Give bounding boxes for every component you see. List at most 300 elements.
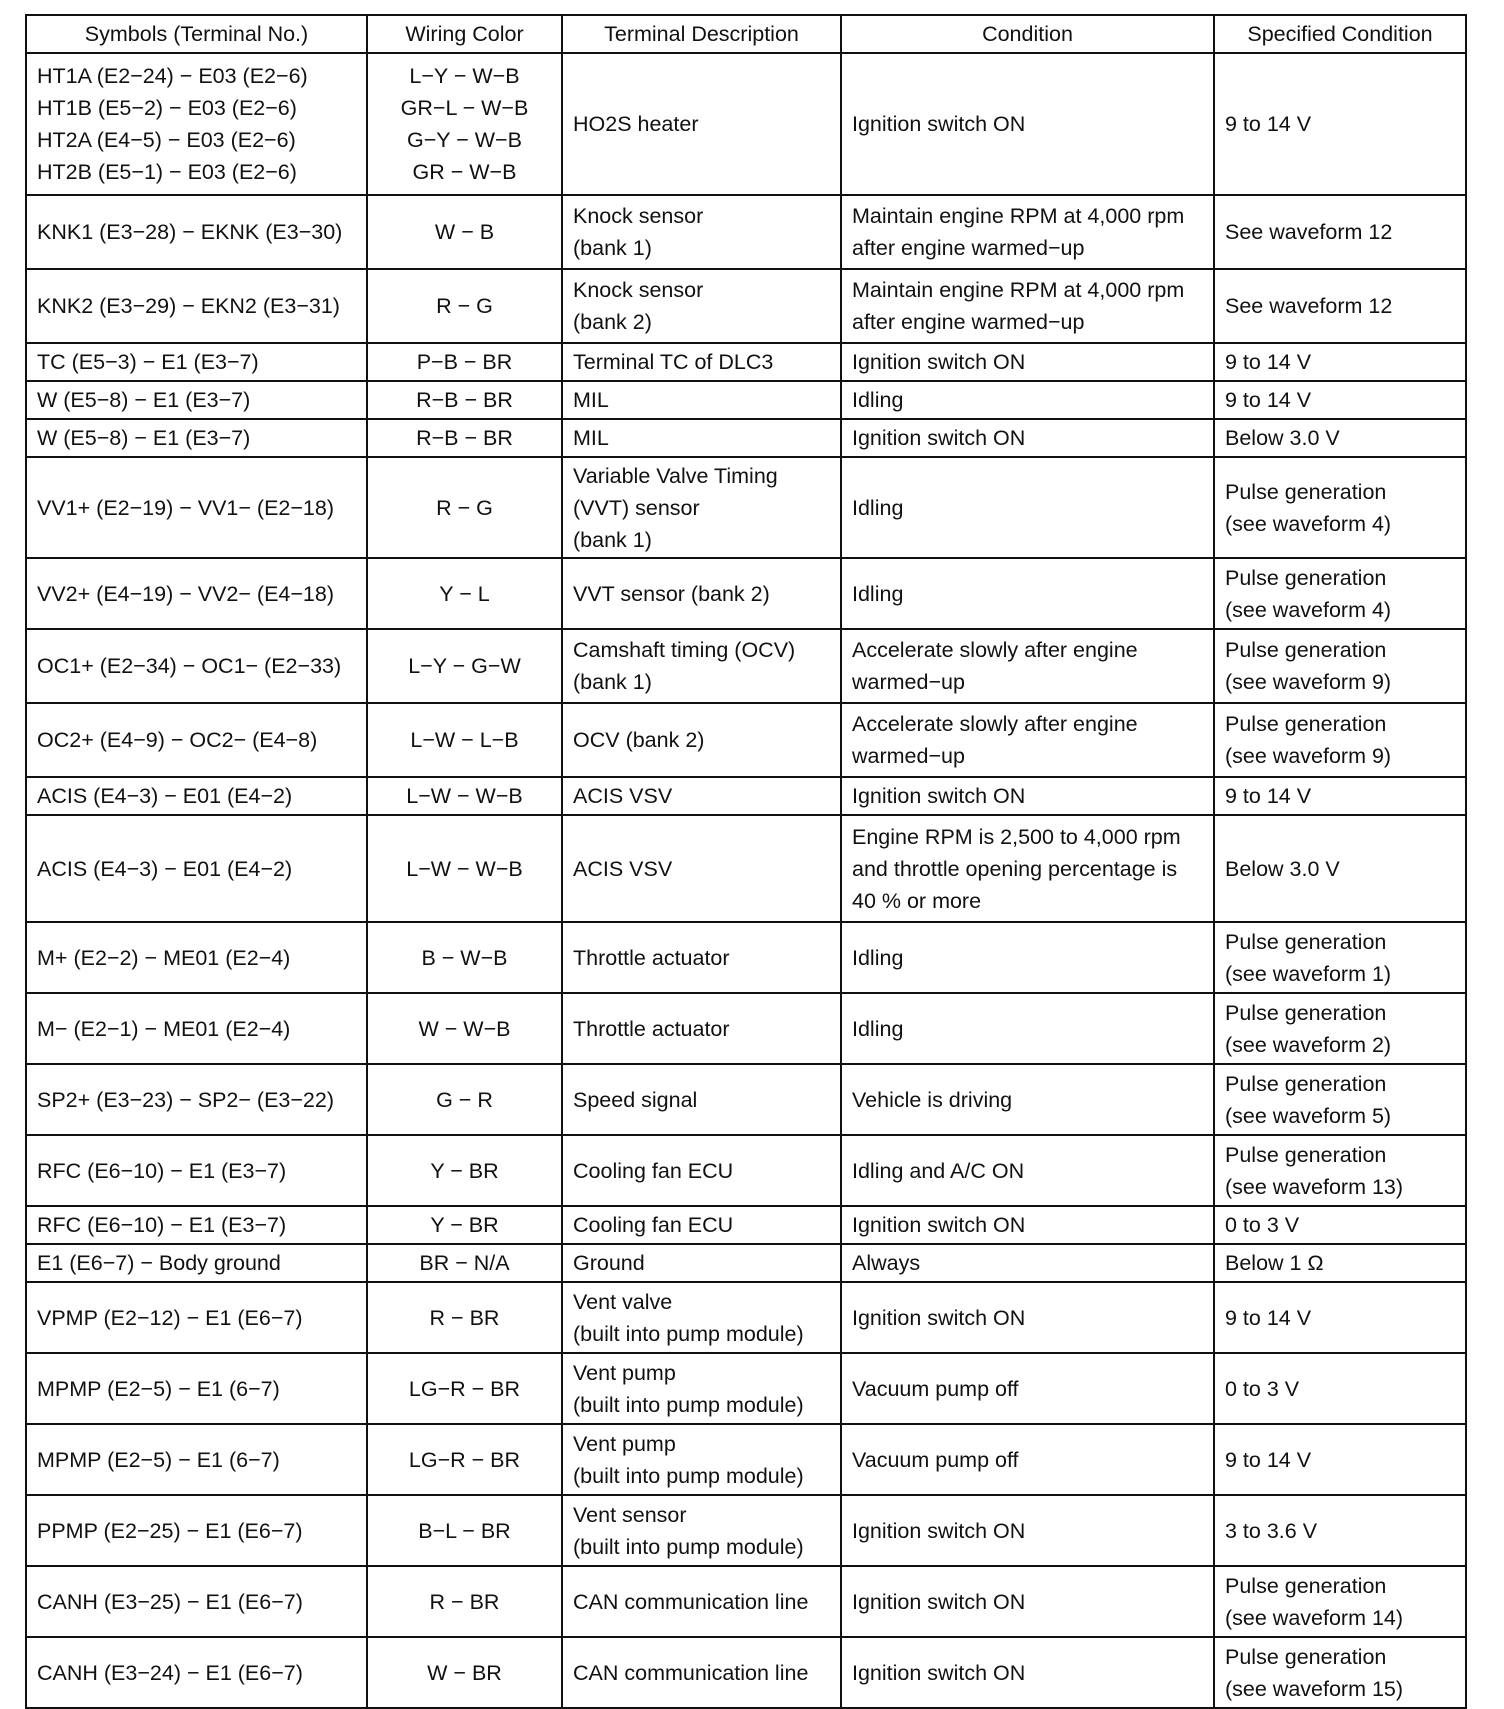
specified-condition-line: 9 to 14 V <box>1225 784 1312 808</box>
wiring-color-line: G − R <box>436 1087 493 1112</box>
condition-cell <box>841 195 1214 269</box>
wiring-color-line: R − BR <box>429 1589 500 1614</box>
symbols-cell <box>26 777 367 815</box>
table-row <box>26 1353 1466 1424</box>
symbols-cell <box>26 1566 367 1637</box>
symbols-cell <box>26 1424 367 1495</box>
table-row <box>26 53 1466 195</box>
symbols-line: CANH (E3−25) − E1 (E6−7) <box>37 1589 303 1614</box>
symbols-line: HT2B (E5−1) − E03 (E2−6) <box>37 160 297 184</box>
terminal-description-cell <box>562 1637 841 1708</box>
terminal-description-line: MIL <box>573 388 609 412</box>
condition-line: Vacuum pump off <box>852 1447 1019 1472</box>
terminal-description-line: Variable Valve Timing <box>573 463 778 488</box>
condition-line: Idling <box>852 581 904 606</box>
terminal-description-line: Knock sensor <box>573 278 704 302</box>
condition-cell <box>841 457 1214 558</box>
specified-condition-cell <box>1214 1495 1466 1566</box>
symbols-line: M− (E2−1) − ME01 (E2−4) <box>37 1016 291 1041</box>
specified-condition-line: 0 to 3 V <box>1225 1213 1300 1237</box>
terminal-description-line: VVT sensor (bank 2) <box>573 581 770 606</box>
condition-cell <box>841 1424 1214 1495</box>
terminal-description-cell <box>562 1566 841 1637</box>
symbols-line: VV1+ (E2−19) − VV1− (E2−18) <box>37 495 335 520</box>
specified-condition-cell <box>1214 343 1466 381</box>
terminal-description-line: (bank 2) <box>573 310 652 334</box>
terminal-description-cell <box>562 1424 841 1495</box>
wiring-color-cell <box>367 419 562 457</box>
terminal-description-cell <box>562 195 841 269</box>
condition-line: and throttle opening percentage is <box>852 856 1178 881</box>
specified-condition-line: Pulse generation <box>1225 712 1387 736</box>
condition-cell <box>841 1353 1214 1424</box>
condition-line: Ignition switch ON <box>852 112 1026 136</box>
table-row <box>26 703 1466 777</box>
wiring-color-cell <box>367 777 562 815</box>
terminal-description-cell <box>562 1244 841 1282</box>
symbols-line: RFC (E6−10) − E1 (E3−7) <box>37 1158 287 1183</box>
wiring-color-cell <box>367 815 562 922</box>
wiring-color-line: L−Y − W−B <box>409 64 520 88</box>
wiring-color-line: L−W − L−B <box>410 728 519 752</box>
specified-condition-line: Pulse generation <box>1225 1071 1387 1096</box>
symbols-line: ACIS (E4−3) − E01 (E4−2) <box>37 856 293 881</box>
specified-condition-cell <box>1214 1353 1466 1424</box>
column-header-symbols: Symbols (Terminal No.) <box>26 15 367 53</box>
condition-cell <box>841 419 1214 457</box>
symbols-line: E1 (E6−7) − Body ground <box>37 1251 281 1275</box>
wiring-color-line: R−B − BR <box>416 388 513 412</box>
specified-condition-cell <box>1214 1064 1466 1135</box>
terminal-description-line: (VVT) sensor <box>573 495 700 520</box>
wiring-color-line: L−W − W−B <box>406 856 523 881</box>
condition-cell <box>841 558 1214 629</box>
wiring-color-cell <box>367 1282 562 1353</box>
condition-cell <box>841 777 1214 815</box>
symbols-cell <box>26 1637 367 1708</box>
symbols-cell <box>26 1064 367 1135</box>
specified-condition-line: Pulse generation <box>1225 479 1387 504</box>
specified-condition-line: Below 3.0 V <box>1225 426 1340 450</box>
wiring-color-cell <box>367 457 562 558</box>
condition-cell <box>841 343 1214 381</box>
column-header-condition: Condition <box>841 15 1214 53</box>
condition-line: Ignition switch ON <box>852 784 1026 808</box>
symbols-cell <box>26 703 367 777</box>
table-body <box>26 53 1466 1708</box>
symbols-line: KNK2 (E3−29) − EKN2 (E3−31) <box>37 294 340 318</box>
symbols-cell <box>26 53 367 195</box>
condition-cell <box>841 1495 1214 1566</box>
wiring-color-line: R−B − BR <box>416 426 513 450</box>
table-row <box>26 269 1466 343</box>
terminal-description-line: Vent sensor <box>573 1502 687 1527</box>
table-row <box>26 815 1466 922</box>
wiring-color-cell <box>367 1495 562 1566</box>
symbols-line: VV2+ (E4−19) − VV2− (E4−18) <box>37 581 335 606</box>
terminal-description-cell <box>562 1353 841 1424</box>
terminal-description-cell <box>562 343 841 381</box>
wiring-color-cell <box>367 703 562 777</box>
specified-condition-line: 9 to 14 V <box>1225 350 1312 374</box>
symbols-cell <box>26 993 367 1064</box>
wiring-color-line: W − W−B <box>418 1016 511 1041</box>
specified-condition-cell <box>1214 1135 1466 1206</box>
wiring-color-cell <box>367 343 562 381</box>
condition-line: Idling <box>852 945 904 970</box>
symbols-cell <box>26 1135 367 1206</box>
specified-condition-line: 9 to 14 V <box>1225 1447 1312 1472</box>
wiring-color-cell <box>367 558 562 629</box>
wiring-color-line: LG−R − BR <box>408 1447 521 1472</box>
table-row <box>26 1244 1466 1282</box>
symbols-line: W (E5−8) − E1 (E3−7) <box>37 388 251 412</box>
wiring-color-cell <box>367 922 562 993</box>
specified-condition-cell <box>1214 457 1466 558</box>
specified-condition-line: See waveform 12 <box>1225 220 1393 244</box>
wiring-color-line: R − BR <box>429 1305 500 1330</box>
symbols-line: HT2A (E4−5) − E03 (E2−6) <box>37 128 296 152</box>
condition-line: Idling <box>852 388 904 412</box>
terminal-inspection-table <box>25 14 1467 1709</box>
wiring-color-line: GR − W−B <box>412 160 517 184</box>
terminal-description-cell <box>562 53 841 195</box>
specified-condition-line: (see waveform 1) <box>1225 961 1392 986</box>
wiring-color-cell <box>367 195 562 269</box>
specified-condition-line: Pulse generation <box>1225 565 1387 590</box>
terminal-description-line: Throttle actuator <box>573 945 730 970</box>
terminal-description-cell <box>562 1064 841 1135</box>
terminal-description-line: (bank 1) <box>573 236 652 260</box>
terminal-description-cell <box>562 629 841 703</box>
condition-line: Ignition switch ON <box>852 1213 1026 1237</box>
specified-condition-cell <box>1214 53 1466 195</box>
condition-cell <box>841 1566 1214 1637</box>
specified-condition-cell <box>1214 1566 1466 1637</box>
terminal-description-line: Terminal TC of DLC3 <box>573 350 774 374</box>
condition-line: Vehicle is driving <box>852 1087 1013 1112</box>
table-row <box>26 419 1466 457</box>
specified-condition-line: Pulse generation <box>1225 1142 1387 1167</box>
table-row <box>26 1064 1466 1135</box>
specified-condition-cell <box>1214 922 1466 993</box>
condition-line: Always <box>852 1251 921 1275</box>
specified-condition-line: 9 to 14 V <box>1225 1305 1312 1330</box>
symbols-cell <box>26 269 367 343</box>
condition-cell <box>841 993 1214 1064</box>
symbols-line: TC (E5−3) − E1 (E3−7) <box>37 350 259 374</box>
symbols-cell <box>26 343 367 381</box>
wiring-color-cell <box>367 269 562 343</box>
symbols-cell <box>26 457 367 558</box>
symbols-line: ACIS (E4−3) − E01 (E4−2) <box>37 784 293 808</box>
terminal-description-line: Throttle actuator <box>573 1016 730 1041</box>
terminal-description-line: OCV (bank 2) <box>573 728 705 752</box>
condition-line: after engine warmed−up <box>852 310 1085 334</box>
terminal-description-line: (bank 1) <box>573 670 652 694</box>
terminal-description-line: Ground <box>573 1251 645 1275</box>
wiring-color-cell <box>367 1244 562 1282</box>
terminal-description-line: (built into pump module) <box>573 1321 804 1346</box>
terminal-description-cell <box>562 457 841 558</box>
condition-line: warmed−up <box>852 670 965 694</box>
terminal-description-line: Camshaft timing (OCV) <box>573 638 796 662</box>
specified-condition-cell <box>1214 1244 1466 1282</box>
specified-condition-line: See waveform 12 <box>1225 294 1393 318</box>
condition-line: Ignition switch ON <box>852 1589 1026 1614</box>
wiring-color-line: GR−L − W−B <box>400 96 529 120</box>
terminal-description-cell <box>562 1206 841 1244</box>
condition-line: Idling <box>852 1016 904 1041</box>
condition-line: Idling <box>852 495 904 520</box>
wiring-color-cell <box>367 1566 562 1637</box>
symbols-cell <box>26 381 367 419</box>
column-header-terminal-description: Terminal Description <box>562 15 841 53</box>
symbols-line: VPMP (E2−12) − E1 (E6−7) <box>37 1305 303 1330</box>
specified-condition-line: 0 to 3 V <box>1225 1376 1300 1401</box>
condition-cell <box>841 922 1214 993</box>
symbols-line: MPMP (E2−5) − E1 (6−7) <box>37 1376 280 1401</box>
wiring-color-cell <box>367 629 562 703</box>
wiring-color-line: B−L − BR <box>418 1518 511 1543</box>
terminal-description-cell <box>562 922 841 993</box>
specified-condition-cell <box>1214 269 1466 343</box>
wiring-color-line: L−Y − G−W <box>408 654 521 678</box>
symbols-line: SP2+ (E3−23) − SP2− (E3−22) <box>37 1087 335 1112</box>
symbols-cell <box>26 815 367 922</box>
specified-condition-cell <box>1214 1637 1466 1708</box>
condition-line: Idling and A/C ON <box>852 1158 1025 1183</box>
symbols-cell <box>26 1244 367 1282</box>
wiring-color-line: P−B − BR <box>416 350 513 374</box>
symbols-line: HT1A (E2−24) − E03 (E2−6) <box>37 64 308 88</box>
terminal-description-line: (built into pump module) <box>573 1392 804 1417</box>
table-row <box>26 343 1466 381</box>
table-row <box>26 1135 1466 1206</box>
specified-condition-line: (see waveform 5) <box>1225 1103 1392 1128</box>
symbols-line: HT1B (E5−2) − E03 (E2−6) <box>37 96 297 120</box>
terminal-description-cell <box>562 269 841 343</box>
terminal-description-line: Vent valve <box>573 1289 673 1314</box>
specified-condition-cell <box>1214 558 1466 629</box>
symbols-line: RFC (E6−10) − E1 (E3−7) <box>37 1213 287 1237</box>
symbols-cell <box>26 1495 367 1566</box>
condition-cell <box>841 1637 1214 1708</box>
terminal-description-line: Cooling fan ECU <box>573 1213 734 1237</box>
wiring-color-cell <box>367 53 562 195</box>
condition-cell <box>841 1064 1214 1135</box>
table-row <box>26 195 1466 269</box>
table-row <box>26 457 1466 558</box>
condition-line: Maintain engine RPM at 4,000 rpm <box>852 204 1185 228</box>
specified-condition-cell <box>1214 815 1466 922</box>
symbols-cell <box>26 1206 367 1244</box>
wiring-color-cell <box>367 381 562 419</box>
wiring-color-cell <box>367 1637 562 1708</box>
specified-condition-line: Pulse generation <box>1225 638 1387 662</box>
terminal-description-cell <box>562 703 841 777</box>
specified-condition-line: Pulse generation <box>1225 1644 1387 1669</box>
table-row <box>26 1206 1466 1244</box>
condition-line: warmed−up <box>852 744 965 768</box>
terminal-description-cell <box>562 558 841 629</box>
wiring-color-line: W − BR <box>427 1660 502 1685</box>
specified-condition-line: Pulse generation <box>1225 1573 1387 1598</box>
condition-line: Ignition switch ON <box>852 350 1026 374</box>
wiring-color-line: L−W − W−B <box>406 784 523 808</box>
symbols-cell <box>26 922 367 993</box>
condition-line: Vacuum pump off <box>852 1376 1019 1401</box>
table-row <box>26 922 1466 993</box>
wiring-color-cell <box>367 993 562 1064</box>
specified-condition-cell <box>1214 777 1466 815</box>
wiring-color-line: B − W−B <box>421 945 508 970</box>
specified-condition-line: (see waveform 2) <box>1225 1032 1392 1057</box>
specified-condition-line: (see waveform 14) <box>1225 1605 1404 1630</box>
terminal-description-line: ACIS VSV <box>573 784 673 808</box>
table-row <box>26 1282 1466 1353</box>
table-row <box>26 1637 1466 1708</box>
terminal-description-line: ACIS VSV <box>573 856 673 881</box>
terminal-description-line: (bank 1) <box>573 527 652 552</box>
symbols-cell <box>26 1282 367 1353</box>
terminal-description-line: Vent pump <box>573 1431 676 1456</box>
condition-cell <box>841 629 1214 703</box>
symbols-line: OC1+ (E2−34) − OC1− (E2−33) <box>37 654 342 678</box>
condition-cell <box>841 1206 1214 1244</box>
wiring-color-cell <box>367 1206 562 1244</box>
table-row <box>26 1566 1466 1637</box>
specified-condition-cell <box>1214 629 1466 703</box>
symbols-line: MPMP (E2−5) − E1 (6−7) <box>37 1447 280 1472</box>
table-row <box>26 629 1466 703</box>
terminal-description-cell <box>562 815 841 922</box>
condition-line: Ignition switch ON <box>852 1305 1026 1330</box>
specified-condition-line: (see waveform 4) <box>1225 597 1392 622</box>
table-row <box>26 1424 1466 1495</box>
specified-condition-cell <box>1214 1424 1466 1495</box>
condition-cell <box>841 815 1214 922</box>
condition-cell <box>841 381 1214 419</box>
terminal-description-cell <box>562 777 841 815</box>
condition-line: Ignition switch ON <box>852 1660 1026 1685</box>
condition-line: Ignition switch ON <box>852 426 1026 450</box>
terminal-description-line: (built into pump module) <box>573 1534 804 1559</box>
specified-condition-line: (see waveform 15) <box>1225 1676 1404 1701</box>
condition-cell <box>841 1135 1214 1206</box>
specified-condition-cell <box>1214 381 1466 419</box>
wiring-color-cell <box>367 1064 562 1135</box>
specified-condition-cell <box>1214 1206 1466 1244</box>
terminal-description-line: Knock sensor <box>573 204 704 228</box>
specified-condition-line: (see waveform 9) <box>1225 670 1392 694</box>
condition-line: after engine warmed−up <box>852 236 1085 260</box>
specified-condition-line: Below 3.0 V <box>1225 856 1340 881</box>
wiring-color-cell <box>367 1135 562 1206</box>
wiring-color-line: W − B <box>434 220 495 244</box>
terminal-description-cell <box>562 1495 841 1566</box>
specified-condition-cell <box>1214 1282 1466 1353</box>
terminal-description-cell <box>562 419 841 457</box>
specified-condition-cell <box>1214 993 1466 1064</box>
condition-cell <box>841 269 1214 343</box>
condition-line: Maintain engine RPM at 4,000 rpm <box>852 278 1185 302</box>
condition-cell <box>841 703 1214 777</box>
wiring-color-line: Y − BR <box>430 1213 499 1237</box>
terminal-description-line: CAN communication line <box>573 1660 809 1685</box>
wiring-color-line: G−Y − W−B <box>407 128 522 152</box>
wiring-color-line: R − G <box>436 495 493 520</box>
symbols-line: W (E5−8) − E1 (E3−7) <box>37 426 251 450</box>
symbols-cell <box>26 1353 367 1424</box>
specified-condition-line: 9 to 14 V <box>1225 388 1312 412</box>
specified-condition-cell <box>1214 195 1466 269</box>
terminal-description-cell <box>562 1135 841 1206</box>
condition-cell <box>841 1282 1214 1353</box>
terminal-description-cell <box>562 1282 841 1353</box>
symbols-line: M+ (E2−2) − ME01 (E2−4) <box>37 945 291 970</box>
table-header <box>26 15 1466 53</box>
terminal-description-line: (built into pump module) <box>573 1463 804 1488</box>
wiring-color-line: Y − BR <box>430 1158 499 1183</box>
terminal-description-cell <box>562 993 841 1064</box>
terminal-description-line: HO2S heater <box>573 112 699 136</box>
symbols-line: CANH (E3−24) − E1 (E6−7) <box>37 1660 303 1685</box>
symbols-line: PPMP (E2−25) − E1 (E6−7) <box>37 1518 303 1543</box>
wiring-color-line: BR − N/A <box>419 1251 510 1275</box>
terminal-description-line: Cooling fan ECU <box>573 1158 734 1183</box>
specified-condition-line: Pulse generation <box>1225 1000 1387 1025</box>
condition-line: Accelerate slowly after engine <box>852 638 1138 662</box>
table-row <box>26 777 1466 815</box>
terminal-description-line: Speed signal <box>573 1087 698 1112</box>
header-row <box>26 15 1466 53</box>
table-row <box>26 1495 1466 1566</box>
specified-condition-line: (see waveform 9) <box>1225 744 1392 768</box>
specified-condition-line: (see waveform 4) <box>1225 511 1392 536</box>
symbols-cell <box>26 419 367 457</box>
specified-condition-line: 9 to 14 V <box>1225 112 1312 136</box>
terminal-description-line: Vent pump <box>573 1360 676 1385</box>
terminal-description-line: CAN communication line <box>573 1589 809 1614</box>
symbols-line: KNK1 (E3−28) − EKNK (E3−30) <box>37 220 343 244</box>
terminal-description-cell <box>562 381 841 419</box>
wiring-color-line: LG−R − BR <box>408 1376 521 1401</box>
condition-line: Ignition switch ON <box>852 1518 1026 1543</box>
wiring-color-cell <box>367 1353 562 1424</box>
table-row <box>26 381 1466 419</box>
column-header-wiring-color: Wiring Color <box>367 15 562 53</box>
condition-line: 40 % or more <box>852 888 982 913</box>
specified-condition-line: (see waveform 13) <box>1225 1174 1404 1199</box>
condition-line: Engine RPM is 2,500 to 4,000 rpm <box>852 824 1181 849</box>
symbols-cell <box>26 558 367 629</box>
condition-line: Accelerate slowly after engine <box>852 712 1138 736</box>
symbols-cell <box>26 195 367 269</box>
specified-condition-line: Pulse generation <box>1225 929 1387 954</box>
wiring-color-line: Y − L <box>439 581 490 606</box>
condition-cell <box>841 53 1214 195</box>
column-header-specified-condition: Specified Condition <box>1214 15 1466 53</box>
table-row <box>26 558 1466 629</box>
specified-condition-cell <box>1214 419 1466 457</box>
specified-condition-line: 3 to 3.6 V <box>1225 1518 1318 1543</box>
terminal-description-line: MIL <box>573 426 609 450</box>
condition-cell <box>841 1244 1214 1282</box>
symbols-line: OC2+ (E4−9) − OC2− (E4−8) <box>37 728 318 752</box>
specified-condition-cell <box>1214 703 1466 777</box>
symbols-cell <box>26 629 367 703</box>
